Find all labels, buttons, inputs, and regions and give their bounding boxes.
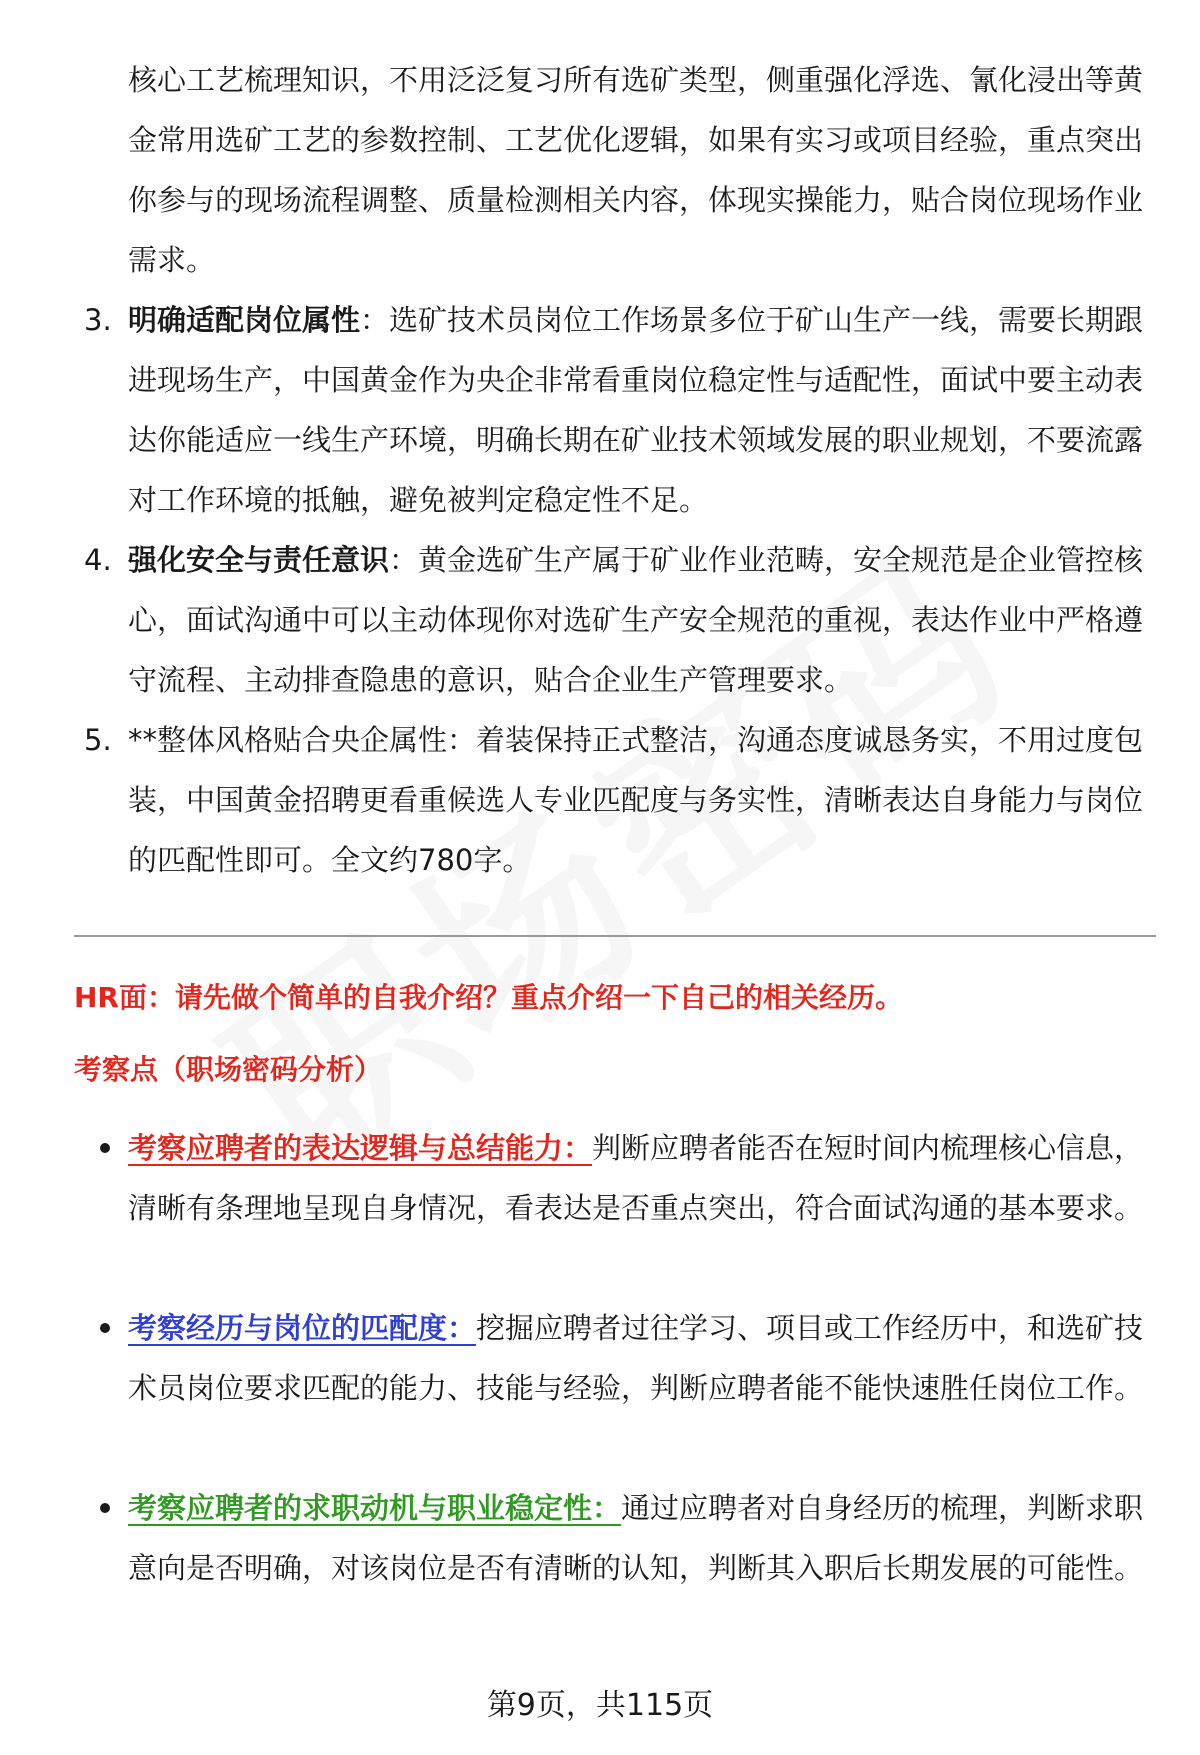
page-number: 第9页，共115页 xyxy=(486,1688,714,1723)
bullet-dot xyxy=(100,1143,110,1153)
point-label: 考察应聘者的表达逻辑与总结能力： xyxy=(128,1131,593,1165)
point-label: 考察应聘者的求职动机与职业稳定性： xyxy=(128,1491,622,1525)
analysis-point-2 xyxy=(128,1298,1148,1418)
list-item-title: 强化安全与责任意识 xyxy=(128,543,390,577)
point-text: 挖掘应聘者过往学习、项目或工作经历中，和选矿技术员岗位要求匹配的能力、技能与经验，判断应聘者能不能快速胜任岗位工作。 xyxy=(128,1311,1144,1405)
point-text: 判断应聘者能否在短时间内梳理核心信息，清晰有条理地呈现自身情况，看表达是否重点突出，符合面试沟通的基本要求。 xyxy=(128,1131,1144,1225)
list-item-title: 明确适配岗位属性 xyxy=(128,303,361,337)
list-item-body: ：黄金选矿生产属于矿业作业范畴，安全规范是企业管控核心，面试沟通中可以主动体现你对选矿生产安全规范的重视，表达作业中严格遵守流程、主动排查隐患的意识，贴合企业生产管理要求。 xyxy=(128,543,1144,697)
list-item-4 xyxy=(128,530,1148,710)
list-number-4: 4. xyxy=(84,543,112,577)
list-item-body: **整体风格贴合央企属性：着装保持正式整洁，沟通态度诚恳务实，不用过度包装，中国黄金招聘更看重候选人专业匹配度与务实性，清晰表达自身能力与岗位的匹配性即可。全文约780字。 xyxy=(128,723,1144,877)
bullet-dot xyxy=(100,1503,110,1513)
list-number-3: 3. xyxy=(84,303,112,337)
continuation-paragraph: 核心工艺梳理知识，不用泛泛复习所有选矿类型，侧重强化浮选、氰化浸出等黄金常用选矿工艺的参数控制、工艺优化逻辑，如果有实习或项目经验，重点突出你参与的现场流程调整、质量检测相关内容，体现实操能力，贴合岗位现场作业需求。 xyxy=(128,63,1144,277)
interview-question: HR面：请先做个简单的自我介绍？重点介绍一下自己的相关经历。 xyxy=(74,981,903,1014)
point-label: 考察经历与岗位的匹配度： xyxy=(128,1311,477,1345)
analysis-point-3 xyxy=(128,1478,1148,1598)
analysis-heading: 考察点（职场密码分析） xyxy=(74,1053,383,1086)
list-item-5 xyxy=(128,710,1148,890)
section-divider xyxy=(74,935,1156,937)
point-text: 通过应聘者对自身经历的梳理，判断求职意向是否明确，对该岗位是否有清晰的认知，判断其入职后长期发展的可能性。 xyxy=(128,1491,1144,1585)
bullet-dot xyxy=(100,1323,110,1333)
analysis-point-1 xyxy=(128,1118,1148,1238)
list-item-3 xyxy=(128,290,1148,530)
list-number-5: 5. xyxy=(84,723,112,757)
list-item-body: ：选矿技术员岗位工作场景多位于矿山生产一线，需要长期跟进现场生产，中国黄金作为央企非常看重岗位稳定性与适配性，面试中要主动表达你能适应一线生产环境，明确长期在矿业技术领域发展的职业规划，不要流露对工作环境的抵触，避免被判定稳定性不足。 xyxy=(128,303,1144,517)
